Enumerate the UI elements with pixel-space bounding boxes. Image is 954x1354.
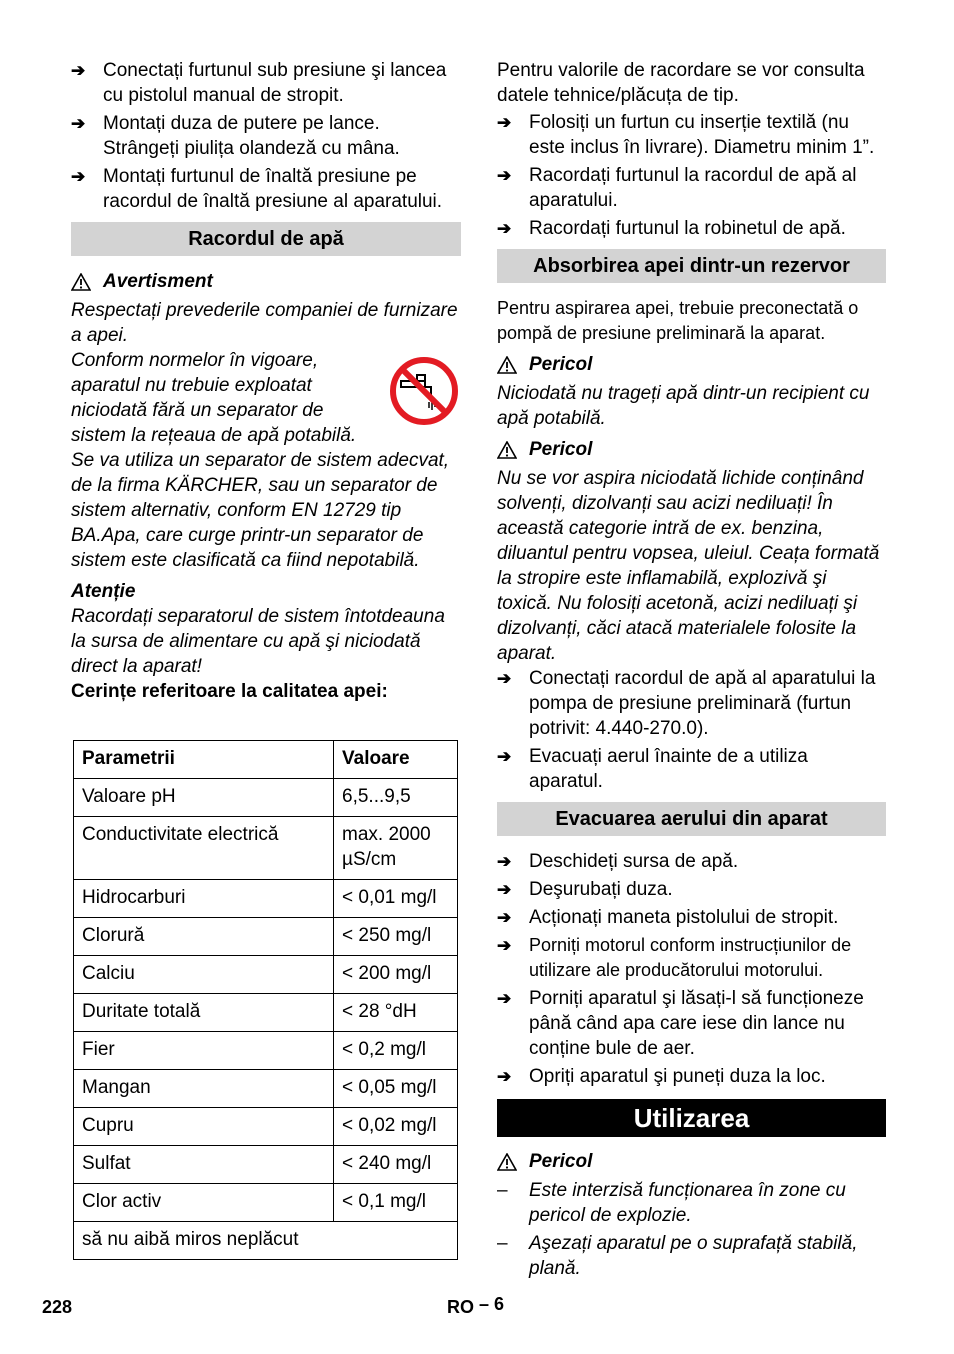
section-page-number: – 6 bbox=[479, 1294, 505, 1314]
water-quality-table bbox=[73, 740, 458, 1260]
instruction-step: ➔ Opriți aparatul şi puneți duza la loc. bbox=[497, 1066, 826, 1087]
table-cell: Hidrocarburi bbox=[74, 880, 334, 918]
danger-heading: Pericol bbox=[497, 352, 886, 377]
table-cell: < 28 °dH bbox=[334, 994, 458, 1032]
no-drinking-water-connection-icon bbox=[389, 354, 459, 433]
danger-text: Niciodată nu trageți apă dintr-un recipient cu apă potabilă. bbox=[497, 383, 870, 429]
arrow-icon: ➔ bbox=[497, 908, 512, 927]
page-number: 228 bbox=[42, 1297, 73, 1317]
table-cell: Mangan bbox=[74, 1070, 334, 1108]
arrow-icon: ➔ bbox=[71, 61, 86, 80]
table-footer-row bbox=[74, 1222, 458, 1260]
arrow-icon: ➔ bbox=[71, 114, 86, 133]
danger-text: Nu se vor aspira niciodată lichide conținând solvenți, dizolvanți sau acizi nediluați! În această categorie intră de ex. benzina, diluantul pentru vopsea, uleiul. Ceața formată la stropire este inflamabilă, explozivă şi toxică. Nu folosiți acetonă, acizi nediluați şi dizolvanți, căci atacă materialele folosite la aparat. bbox=[497, 468, 880, 664]
section-text: Pentru aspirarea apei, trebuie preconectată o pompă de presiune preliminară la aparat. bbox=[497, 298, 859, 343]
instruction-step: ➔ Folosiți un furtun cu inserție textilă (nu este inclus în livrare). Diametru minim 1”. bbox=[497, 112, 875, 158]
warning-heading: Avertisment bbox=[71, 269, 461, 294]
arrow-icon: ➔ bbox=[497, 166, 512, 185]
table-cell: < 0,02 mg/l bbox=[334, 1108, 458, 1146]
table-row bbox=[74, 1146, 458, 1184]
right-column bbox=[497, 58, 886, 1284]
water-quality-heading: Cerințe referitoare la calitatea apei: bbox=[71, 681, 388, 702]
instruction-step: ➔ Deşurubați duza. bbox=[497, 879, 673, 900]
warning-triangle-icon bbox=[497, 356, 517, 374]
chapter-title-usage: Utilizarea bbox=[497, 1099, 886, 1137]
section-heading-tank-suction: Absorbirea apei dintr-un rezervor bbox=[497, 249, 886, 283]
warning-text-norms: Conform normelor în vigoare, aparatul nu trebuie exploatat niciodată fără un separator de sistem la rețeaua de apă potabilă. Se va utiliza un separator de sistem adecvat, de la firma KÄRCHER, sau un separator de sistem alternativ, conform EN 12729 tip BA.Apa, care curge printr-un separator de sistem este clasificată ca fiind nepotabilă. bbox=[71, 350, 450, 571]
arrow-icon: ➔ bbox=[497, 669, 512, 688]
instruction-step: ➔ Racordați furtunul la robinetul de apă. bbox=[497, 218, 846, 239]
danger-heading: Pericol bbox=[497, 437, 886, 462]
warning-triangle-icon bbox=[71, 273, 91, 291]
table-row bbox=[74, 779, 458, 817]
table-cell: să nu aibă miros neplăcut bbox=[74, 1222, 458, 1260]
table-cell: Duritate totală bbox=[74, 994, 334, 1032]
arrow-icon: ➔ bbox=[497, 852, 512, 871]
table-cell: 6,5...9,5 bbox=[334, 779, 458, 817]
table-row bbox=[74, 918, 458, 956]
instruction-step: ➔ Evacuați aerul înainte de a utiliza aparatul. bbox=[497, 746, 808, 792]
arrow-icon: ➔ bbox=[497, 113, 512, 132]
instruction-step: ➔ Deschideți sursa de apă. bbox=[497, 851, 739, 872]
table-cell: < 0,2 mg/l bbox=[334, 1032, 458, 1070]
left-column bbox=[71, 58, 461, 1260]
table-cell: Clorură bbox=[74, 918, 334, 956]
arrow-icon: ➔ bbox=[497, 1067, 512, 1086]
arrow-icon: ➔ bbox=[497, 936, 512, 955]
table-cell: Clor activ bbox=[74, 1184, 334, 1222]
arrow-icon: ➔ bbox=[497, 880, 512, 899]
table-row bbox=[74, 1108, 458, 1146]
arrow-icon: ➔ bbox=[497, 219, 512, 238]
warning-triangle-icon bbox=[497, 441, 517, 459]
table-cell: Valoare pH bbox=[74, 779, 334, 817]
table-cell: < 0,1 mg/l bbox=[334, 1184, 458, 1222]
table-row bbox=[74, 880, 458, 918]
instruction-step: ➔ Montați duza de putere pe lance. Strângeți piulița olandeză cu mâna. bbox=[71, 113, 400, 159]
danger-heading: Pericol bbox=[497, 1149, 886, 1174]
arrow-icon: ➔ bbox=[71, 167, 86, 186]
table-row bbox=[74, 817, 458, 880]
instruction-step: ➔ Conectați racordul de apă al aparatului la pompa de presiune preliminară (furtun potrivit: 4.440-270.0). bbox=[497, 668, 876, 739]
instruction-step: ➔ Porniți aparatul şi lăsați-l să funcționeze până când apa care iese din lance nu conține bule de aer. bbox=[497, 988, 864, 1059]
table-row bbox=[74, 994, 458, 1032]
instruction-step: ➔ Porniți motorul conform instrucțiunilor de utilizare ale producătorului motorului. bbox=[497, 933, 886, 983]
table-row bbox=[74, 1070, 458, 1108]
table-cell: < 0,05 mg/l bbox=[334, 1070, 458, 1108]
table-cell: Conductivitate electrică bbox=[74, 817, 334, 880]
page-section-label bbox=[447, 1294, 505, 1318]
table-header-cell: Parametrii bbox=[74, 741, 334, 779]
instruction-step: ➔ Acționați maneta pistolului de stropit. bbox=[497, 907, 839, 928]
instruction-step: ➔ Conectați furtunul sub presiune şi lancea cu pistolul manual de stropit. bbox=[71, 60, 447, 106]
arrow-icon: ➔ bbox=[497, 747, 512, 766]
warning-text: Respectați prevederile companiei de furnizare a apei. bbox=[71, 300, 458, 346]
table-cell: Sulfat bbox=[74, 1146, 334, 1184]
section-heading-air-bleeding: Evacuarea aerului din aparat bbox=[497, 802, 886, 836]
table-cell: Cupru bbox=[74, 1108, 334, 1146]
table-row bbox=[74, 1032, 458, 1070]
table-row bbox=[74, 1184, 458, 1222]
caution-text: Racordați separatorul de sistem întotdeauna la sursa de alimentare cu apă şi niciodată direct la aparat! bbox=[71, 606, 445, 677]
instruction-step: ➔ Racordați furtunul la racordul de apă al aparatului. bbox=[497, 165, 857, 211]
table-cell: Fier bbox=[74, 1032, 334, 1070]
table-cell: < 240 mg/l bbox=[334, 1146, 458, 1184]
table-cell: < 250 mg/l bbox=[334, 918, 458, 956]
table-cell: < 0,01 mg/l bbox=[334, 880, 458, 918]
language-code: RO bbox=[447, 1297, 474, 1317]
table-cell: max. 2000 µS/cm bbox=[334, 817, 458, 880]
instruction-step: ➔ Montați furtunul de înaltă presiune pe racordul de înaltă presiune al aparatului. bbox=[71, 166, 443, 212]
table-row bbox=[74, 956, 458, 994]
section-heading-water-connection: Racordul de apă bbox=[71, 222, 461, 256]
table-cell: Calciu bbox=[74, 956, 334, 994]
table-cell: < 200 mg/l bbox=[334, 956, 458, 994]
table-header-cell: Valoare bbox=[334, 741, 458, 779]
connection-values-text: Pentru valorile de racordare se vor consulta datele tehnice/plăcuța de tip. bbox=[497, 60, 865, 106]
arrow-icon: ➔ bbox=[497, 989, 512, 1008]
warning-triangle-icon bbox=[497, 1153, 517, 1171]
caution-heading: Atenție bbox=[71, 581, 136, 602]
list-item: – Este interzisă funcționarea în zone cu pericol de explozie. bbox=[497, 1180, 846, 1226]
list-item: – Aşezați aparatul pe o suprafață stabilă, plană. bbox=[497, 1233, 858, 1279]
table-header-row bbox=[74, 741, 458, 779]
